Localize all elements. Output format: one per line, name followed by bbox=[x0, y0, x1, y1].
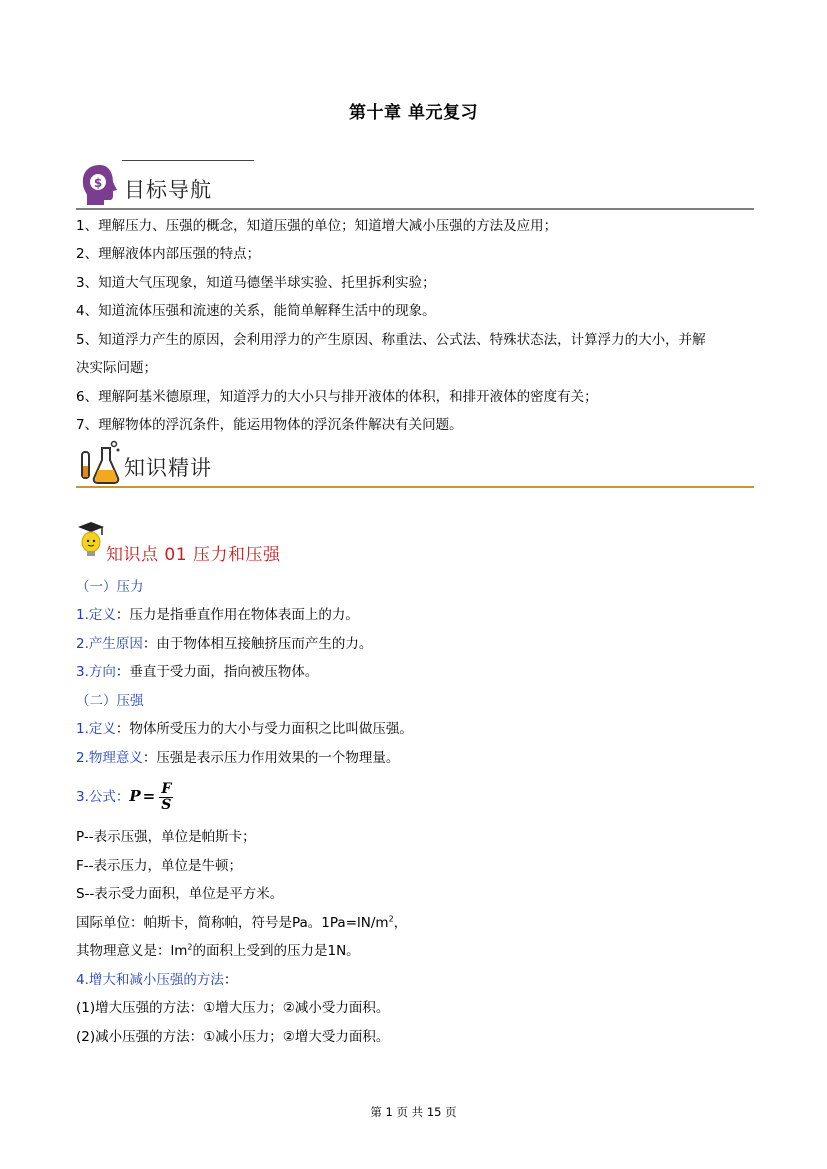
si-unit-superscript: 2 bbox=[388, 914, 394, 924]
meaning-text: 其物理意义是：lm bbox=[76, 943, 188, 959]
formula-equals: = bbox=[142, 787, 156, 805]
si-unit-line bbox=[76, 909, 756, 938]
goal-item: 7、理解物体的浮沉条件，能运用物体的浮沉条件解决有关问题。 bbox=[76, 417, 463, 433]
page-footer: 第 1 页 共 15 页 bbox=[370, 1105, 457, 1119]
list-item bbox=[76, 658, 756, 687]
list-item bbox=[76, 744, 756, 773]
svg-text:$: $ bbox=[93, 176, 103, 190]
knowledge-point-title: 知识点 01 压力和压强 bbox=[106, 545, 281, 565]
section-label-knowledge: 知识精讲 bbox=[124, 456, 212, 480]
methods-heading bbox=[76, 966, 756, 995]
list-item bbox=[76, 715, 756, 744]
variable-line: F--表示压力，单位是牛顿； bbox=[76, 858, 243, 874]
goal-item: 5、知道浮力产生的原因，会利用浮力的产生原因、称重法、公式法、特殊状态法，计算浮力的大小，并解 bbox=[76, 332, 706, 348]
goal-item: 1、理解压力、压强的概念，知道压强的单位；知道增大减小压强的方法及应用； bbox=[76, 218, 558, 234]
meaning-tail: 的面积上受到的压力是1N。 bbox=[192, 943, 360, 959]
lab-flask-icon bbox=[76, 438, 122, 486]
section-label-goals: 目标导航 bbox=[124, 178, 212, 202]
method-item: (1)增大压强的方法：①增大压力；②减小受力面积。 bbox=[76, 1000, 390, 1016]
section-header-knowledge bbox=[76, 438, 754, 488]
meaning-line bbox=[76, 937, 756, 966]
formula-label: 3.公式： bbox=[76, 789, 130, 805]
methods-label: 4.增大和减小压强的方法 bbox=[76, 972, 224, 988]
item-label: 2.产生原因 bbox=[76, 636, 143, 652]
formula-numerator: F bbox=[159, 782, 173, 798]
item-text: ：压强是表示压力作用效果的一个物理量。 bbox=[142, 750, 400, 766]
list-item bbox=[76, 630, 756, 659]
item-text: ：物体所受压力的大小与受力面积之比叫做压强。 bbox=[115, 721, 413, 737]
goal-item: 4、知道流体压强和流速的关系，能简单解释生活中的现象。 bbox=[76, 303, 436, 319]
item-label: 1.定义 bbox=[76, 607, 116, 623]
formula-fraction bbox=[159, 782, 173, 813]
item-text: ：垂直于受力面，指向被压物体。 bbox=[115, 664, 319, 680]
si-unit-text: 国际单位：帕斯卡，简称帕，符号是Pa。1Pa=lN/m bbox=[76, 915, 389, 931]
subheading-force: （一）压力 bbox=[76, 579, 144, 595]
graduate-bulb-icon bbox=[74, 520, 108, 558]
goal-item: 决实际问题； bbox=[76, 360, 157, 376]
page-title: 第十章 单元复习 bbox=[349, 103, 478, 123]
item-label: 2.物理意义 bbox=[76, 750, 143, 766]
section-header-goals bbox=[76, 160, 754, 210]
methods-colon: ： bbox=[223, 972, 238, 988]
goal-item: 2、理解液体内部压强的特点； bbox=[76, 246, 261, 262]
subheading-pressure: （二）压强 bbox=[76, 693, 144, 709]
goal-item: 3、知道大气压现象，知道马德堡半球实验、托里拆利实验； bbox=[76, 275, 436, 291]
method-item: (2)减小压强的方法：①减小压力；②增大受力面积。 bbox=[76, 1029, 390, 1045]
goal-item: 6、理解阿基米德原理，知道浮力的大小只与排开液体的体积，和排开液体的密度有关； bbox=[76, 389, 598, 405]
item-label: 1.定义 bbox=[76, 721, 116, 737]
meaning-superscript: 2 bbox=[187, 942, 193, 952]
si-unit-tail: ， bbox=[393, 915, 408, 931]
formula-line bbox=[76, 776, 173, 820]
item-label: 3.方向 bbox=[76, 664, 116, 680]
formula-denominator: S bbox=[161, 796, 172, 813]
variable-line: S--表示受力面积，单位是平方米。 bbox=[76, 886, 284, 902]
variable-line: P--表示压强，单位是帕斯卡； bbox=[76, 829, 256, 845]
item-text: ：压力是指垂直作用在物体表面上的力。 bbox=[115, 607, 359, 623]
list-item bbox=[76, 601, 756, 630]
formula-lhs: P bbox=[129, 787, 141, 805]
head-gear-icon bbox=[78, 162, 122, 208]
item-text: ：由于物体相互接触挤压而产生的力。 bbox=[142, 636, 373, 652]
